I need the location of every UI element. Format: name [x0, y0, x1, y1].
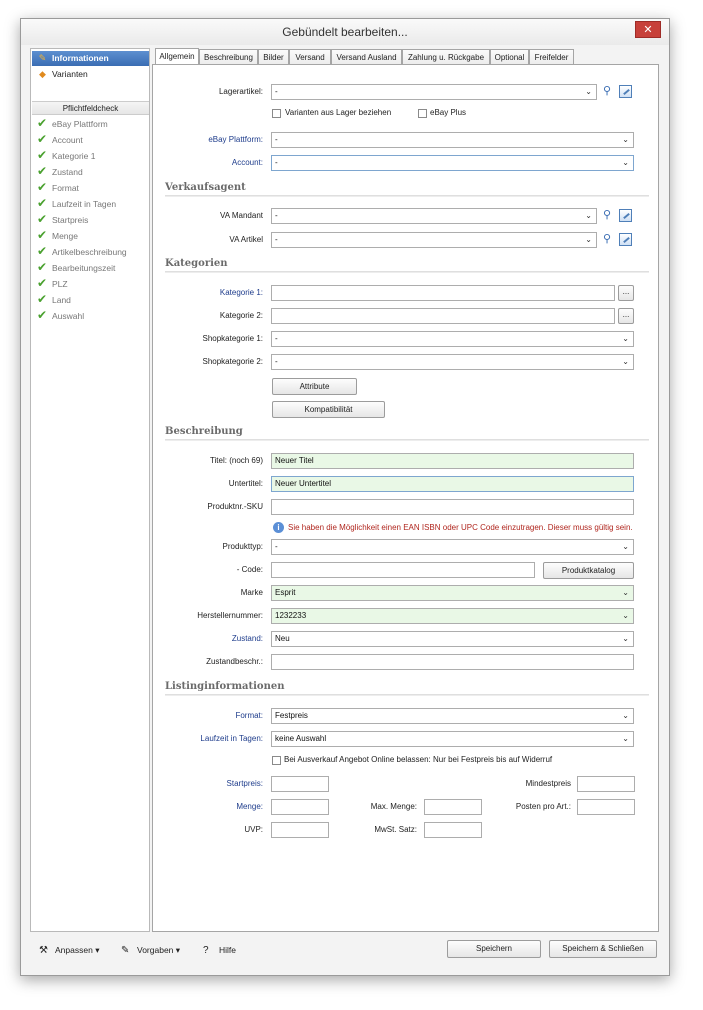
check-item: ✔ Menge	[37, 228, 78, 242]
dialog-window	[20, 18, 670, 976]
mwst-input[interactable]	[424, 822, 482, 838]
checkmark-icon: ✔	[37, 308, 48, 322]
sidebar-item-label: Varianten	[52, 69, 88, 79]
varianten-checkbox[interactable]	[272, 109, 281, 118]
tab-versand[interactable]: Versand	[289, 49, 331, 65]
max-menge-label: Max. Menge:	[370, 802, 417, 811]
sidebar-item-varianten[interactable]	[32, 67, 149, 82]
chevron-down-icon: ⌄	[622, 588, 629, 597]
edit-icon[interactable]	[619, 85, 632, 98]
checkmark-icon: ✔	[37, 292, 48, 306]
herstellernummer-select[interactable]: 1232233 ⌄	[271, 608, 634, 624]
section-divider	[165, 439, 649, 441]
laufzeit-label: Laufzeit in Tagen:	[200, 734, 263, 743]
search-icon[interactable]: ⚲	[602, 233, 612, 245]
section-kategorien: Kategorien	[165, 258, 228, 269]
lagerartikel-label: Lagerartikel:	[218, 87, 263, 96]
main-panel	[152, 64, 659, 932]
tab-bilder[interactable]: Bilder	[258, 49, 289, 65]
section-listinginformationen: Listinginformationen	[165, 681, 285, 692]
marke-select[interactable]: Esprit ⌄	[271, 585, 634, 601]
checkmark-icon: ✔	[37, 148, 48, 162]
posten-label: Posten pro Art.:	[515, 802, 571, 811]
ebay-plus-checkbox-label: eBay Plus	[430, 108, 467, 117]
caret-down-icon: ▾	[95, 945, 100, 955]
wand-icon: ✎	[121, 945, 130, 956]
tab-freifelder[interactable]: Freifelder	[529, 49, 574, 65]
code-input[interactable]	[271, 562, 535, 578]
chevron-down-icon: ⌄	[622, 334, 629, 343]
kategorie2-browse-button[interactable]: ...	[618, 308, 634, 324]
search-icon[interactable]: ⚲	[602, 209, 612, 221]
format-label: Format:	[235, 711, 263, 720]
variants-icon: ◆	[39, 69, 46, 79]
titel-input[interactable]: Neuer Titel	[271, 453, 634, 469]
chevron-down-icon: ⌄	[622, 634, 629, 643]
shopkategorie2-select[interactable]: - ⌄	[271, 354, 634, 370]
varianten-checkbox-label: Varianten aus Lager beziehen	[285, 108, 392, 117]
va-artikel-select[interactable]: - ⌄	[271, 232, 597, 248]
shopkategorie1-label: Shopkategorie 1:	[202, 334, 263, 343]
account-select[interactable]: - ⌄	[271, 155, 634, 171]
anpassen-menu[interactable]: ⚒ Anpassen ▾	[39, 945, 100, 956]
ean-info-text: Sie haben die Möglichkeit einen EAN ISBN oder UPC Code einzutragen. Dieser muss gültig sein.	[288, 523, 633, 532]
uvp-label: UVP:	[244, 825, 263, 834]
startpreis-label: Startpreis:	[226, 779, 263, 788]
ebay-plus-checkbox[interactable]	[418, 109, 427, 118]
section-divider	[165, 195, 649, 197]
checkmark-icon: ✔	[37, 260, 48, 274]
kompatibilitaet-button[interactable]: Kompatibilität	[272, 401, 385, 418]
attribute-button[interactable]: Attribute	[272, 378, 357, 395]
save-and-close-button[interactable]: Speichern & Schließen	[549, 940, 657, 958]
zustandbeschr-input[interactable]	[271, 654, 634, 670]
check-item: ✔ Format	[37, 180, 79, 194]
kategorie1-browse-button[interactable]: ...	[618, 285, 634, 301]
plattform-label: eBay Plattform:	[208, 135, 263, 144]
section-verkaufsagent: Verkaufsagent	[165, 182, 246, 193]
produkttyp-select[interactable]: - ⌄	[271, 539, 634, 555]
mwst-label: MwSt. Satz:	[374, 825, 417, 834]
checkmark-icon: ✔	[37, 212, 48, 226]
close-button[interactable]: ✕	[635, 21, 661, 38]
chevron-down-icon: ⌄	[622, 158, 629, 167]
zustandbeschr-label: Zustandbeschr.:	[206, 657, 263, 666]
checkmark-icon: ✔	[37, 244, 48, 258]
zustand-select[interactable]: Neu ⌄	[271, 631, 634, 647]
window-title: Gebündelt bearbeiten...	[282, 25, 408, 39]
checkmark-icon: ✔	[37, 132, 48, 146]
chevron-down-icon: ⌄	[622, 357, 629, 366]
tab-optional[interactable]: Optional	[490, 49, 529, 65]
hilfe-button[interactable]: ? Hilfe	[203, 945, 237, 956]
caret-down-icon: ▾	[175, 945, 181, 955]
chevron-down-icon: ⌄	[622, 542, 629, 551]
title-bar[interactable]	[21, 19, 669, 45]
tools-icon: ⚒	[39, 945, 48, 956]
zustand-label: Zustand:	[231, 634, 263, 643]
check-item: ✔ Startpreis	[37, 212, 89, 226]
posten-input[interactable]	[577, 799, 635, 815]
check-item: ✔ eBay Plattform	[37, 116, 108, 130]
checkmark-icon: ✔	[37, 228, 48, 242]
check-item: ✔ Auswahl	[37, 308, 85, 322]
section-divider	[165, 271, 649, 273]
chevron-down-icon: ⌄	[585, 87, 592, 96]
kategorie2-label: Kategorie 2:	[219, 311, 263, 320]
search-icon[interactable]: ⚲	[602, 85, 612, 97]
tab-zahlung-rueckgabe[interactable]: Zahlung u. Rückgabe	[402, 49, 490, 65]
mindestpreis-input[interactable]	[577, 776, 635, 792]
check-item: ✔ Land	[37, 292, 71, 306]
titel-label: Titel: (noch 69)	[209, 456, 263, 465]
kategorie2-input[interactable]	[271, 308, 615, 324]
kategorie1-label: Kategorie 1:	[219, 288, 263, 297]
va-artikel-label: VA Artikel	[229, 235, 263, 244]
sidebar	[30, 48, 150, 932]
menge-label: Menge:	[236, 802, 263, 811]
chevron-down-icon: ⌄	[622, 734, 629, 743]
sidebar-item-label: Informationen	[52, 53, 109, 63]
checkmark-icon: ✔	[37, 196, 48, 210]
save-button[interactable]: Speichern	[447, 940, 541, 958]
va-mandant-label: VA Mandant	[220, 211, 263, 220]
chevron-down-icon: ⌄	[585, 235, 592, 244]
check-item: ✔ Artikelbeschreibung	[37, 244, 127, 258]
check-item: ✔ Zustand	[37, 164, 83, 178]
tab-versand-ausland[interactable]: Versand Ausland	[331, 49, 402, 65]
plattform-select[interactable]: - ⌄	[271, 132, 634, 148]
chevron-down-icon: ⌄	[622, 135, 629, 144]
max-menge-input[interactable]	[424, 799, 482, 815]
pencil-icon: ✎	[38, 53, 47, 63]
chevron-down-icon: ⌄	[585, 211, 592, 220]
vorgaben-menu[interactable]: ✎ Vorgaben ▾	[121, 945, 181, 956]
account-label: Account:	[231, 158, 263, 167]
check-item: ✔ Bearbeitungszeit	[37, 260, 116, 274]
produktkatalog-button[interactable]: Produktkatalog	[543, 562, 634, 579]
check-item: ✔ Laufzeit in Tagen	[37, 196, 117, 210]
section-divider	[165, 694, 649, 696]
bottom-bar	[21, 937, 669, 967]
startpreis-input[interactable]	[271, 776, 329, 792]
herstellernummer-label: Herstellernummer:	[197, 611, 263, 620]
check-item: ✔ Kategorie 1	[37, 148, 96, 162]
ausverkauf-checkbox[interactable]	[272, 756, 281, 765]
help-icon: ?	[203, 945, 209, 956]
edit-icon[interactable]	[619, 209, 632, 222]
chevron-down-icon: ⌄	[622, 611, 629, 620]
uvp-input[interactable]	[271, 822, 329, 838]
edit-icon[interactable]	[619, 233, 632, 246]
menge-input[interactable]	[271, 799, 329, 815]
check-item: ✔ PLZ	[37, 276, 68, 290]
va-mandant-select[interactable]: - ⌄	[271, 208, 597, 224]
chevron-down-icon: ⌄	[622, 711, 629, 720]
checkmark-icon: ✔	[37, 276, 48, 290]
checklist-header: Pflichtfeldcheck	[32, 101, 149, 115]
sidebar-item-informationen[interactable]	[32, 51, 149, 66]
shopkategorie1-select[interactable]: - ⌄	[271, 331, 634, 347]
checkmark-icon: ✔	[37, 116, 48, 130]
sku-label: Produktnr.-SKU	[207, 502, 263, 511]
shopkategorie2-label: Shopkategorie 2:	[202, 357, 263, 366]
untertitel-label: Untertitel:	[228, 479, 263, 488]
untertitel-input[interactable]: Neuer Untertitel	[271, 476, 634, 492]
laufzeit-select[interactable]: keine Auswahl ⌄	[271, 731, 634, 747]
tab-beschreibung[interactable]: Beschreibung	[199, 49, 258, 65]
marke-label: Marke	[240, 588, 263, 597]
lagerartikel-select[interactable]: - ⌄	[271, 84, 597, 100]
mindestpreis-label: Mindestpreis	[525, 779, 571, 788]
check-item: ✔ Account	[37, 132, 83, 146]
format-select[interactable]: Festpreis ⌄	[271, 708, 634, 724]
checkmark-icon: ✔	[37, 180, 48, 194]
code-label: - Code:	[236, 565, 263, 574]
info-icon: i	[273, 522, 284, 533]
ausverkauf-checkbox-label: Bei Ausverkauf Angebot Online belassen: Nur bei Festpreis bis auf Widerruf	[284, 755, 553, 764]
checkmark-icon: ✔	[37, 164, 48, 178]
produkttyp-label: Produkttyp:	[222, 542, 263, 551]
sku-input[interactable]	[271, 499, 634, 515]
section-beschreibung: Beschreibung	[165, 426, 243, 437]
kategorie1-input[interactable]	[271, 285, 615, 301]
tab-allgemein[interactable]: Allgemein	[155, 48, 199, 65]
